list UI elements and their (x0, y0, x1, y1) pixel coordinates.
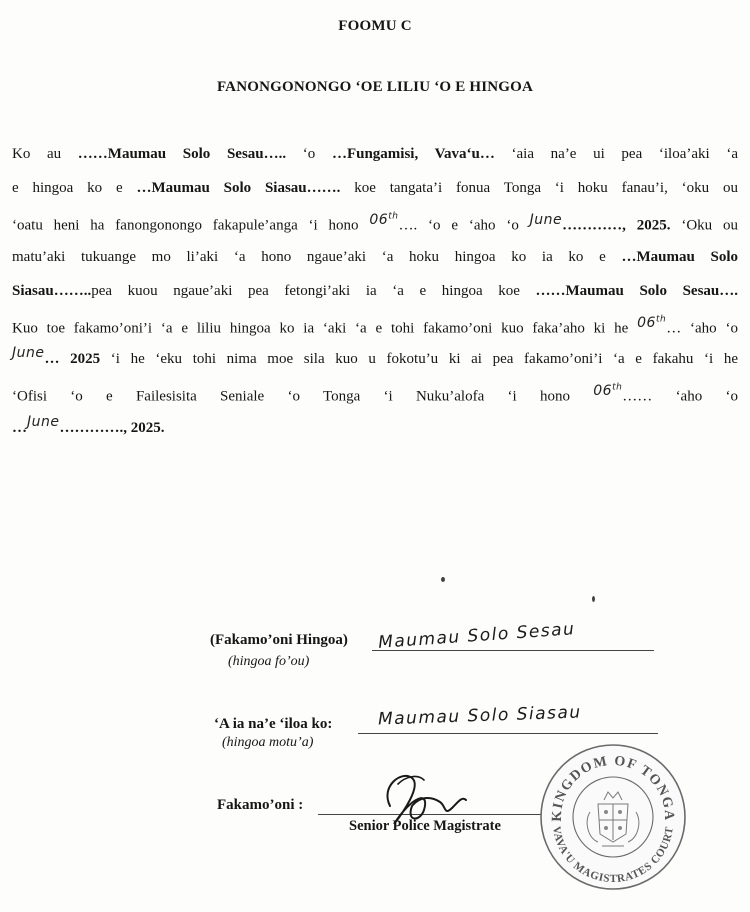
text-run: Kuo toe fakamo’oni’i ‘a e liliu hingoa ko ia ‘aki ‘a e tohi fakamo’oni kuo faka’aho ki he (12, 320, 638, 337)
svg-text:VAVA'U MAGISTRATES COURT: VAVA'U MAGISTRATES COURT (550, 825, 676, 886)
form-heading: FANONGONONGO ‘OE LILIU ‘O E HINGOA (216, 79, 534, 95)
text-run: … ‘aho ‘o (666, 320, 738, 337)
old-name-field: …Maumau Solo Siasau……. (136, 180, 355, 197)
handwritten-old-name: Maumau Solo Siasau (377, 702, 583, 730)
ink-speck (592, 596, 595, 602)
paragraph-line-9 (12, 411, 738, 445)
signature-line (358, 733, 658, 734)
text-run: …… ‘aho ‘o (622, 388, 738, 405)
year-field: …………, 2025. (562, 218, 682, 235)
text-run: ‘Oku ou (681, 218, 739, 235)
magistrate-title: Senior Police Magistrate (349, 818, 501, 834)
handwritten-day: 06th (637, 313, 667, 331)
paragraph-line-3 (12, 205, 738, 239)
handwritten-month: June (27, 413, 60, 430)
text-run: ‘i he ‘eku tohi nima moe sila kuo u fokotu’u ki ai pea fakamo’oni’i ‘a e fakahu ‘i he (110, 351, 739, 368)
form-title: FOOMU C (338, 18, 412, 34)
new-name-signature-label: (Fakamo’oni Hingoa) (210, 632, 348, 648)
svg-text:KINGDOM OF TONGA: KINGDOM OF TONGA (549, 753, 677, 822)
old-name-label: ‘A ia na’e ‘iloa ko: (214, 716, 333, 732)
court-seal (538, 742, 688, 892)
new-name-field: ……Maumau Solo Sesau….. (77, 146, 303, 162)
text-run: e hingoa ko e (12, 180, 137, 197)
paragraph-line-8 (12, 376, 738, 410)
new-name-signature-row (210, 632, 348, 649)
new-name-sublabel: (hingoa fo’ou) (228, 654, 310, 669)
text-run: ‘o (302, 146, 332, 162)
handwritten-day: 06th (369, 211, 399, 229)
year-field: … 2025 (44, 351, 111, 368)
paragraph-line-7 (12, 342, 738, 376)
handwritten-month: June (529, 212, 563, 229)
text-run: ‘Ofisi ‘o e Failesisita Seniale ‘o Tonga ‘i Nuku’alofa ‘i hono (12, 388, 594, 405)
declaration-paragraph (12, 137, 738, 445)
handwritten-day: 06th (593, 382, 623, 399)
text-run: ‘oatu heni ha fanongonongo fakapule’anga ‘i hono (12, 218, 370, 235)
handwritten-month: June (12, 345, 45, 362)
new-name-field: ……Maumau Solo Sesau…. (535, 282, 738, 299)
paragraph-line-1 (12, 137, 738, 171)
text-run: …. ‘o e ‘aho ‘o (398, 218, 530, 235)
old-name-sublabel: (hingoa motu’a) (222, 735, 314, 750)
paragraph-line-6 (12, 308, 738, 342)
year-field: …………., 2025. (59, 419, 165, 436)
place-field: …Fungamisi, Vava‘u… (331, 146, 512, 162)
text-run: … (12, 419, 27, 436)
text-run: Ko au (12, 146, 78, 162)
text-run: matu’aki tukuange mo li’aki ‘a hono ngaue’aki ‘a hoku hingoa ko ia ko e (12, 248, 622, 265)
text-run: ‘aia na’e ui pea ‘iloa’aki ‘a (511, 146, 739, 162)
paragraph-line-2 (12, 171, 738, 205)
text-run: koe tangata’i fonua Tonga ‘i hoku fanau’i, ‘oku ou (354, 180, 738, 197)
old-name-row (214, 716, 332, 733)
witness-label: Fakamo’oni : (217, 797, 304, 813)
old-name-field: Siasau…….. (12, 282, 92, 299)
paragraph-line-4 (12, 240, 738, 274)
paragraph-line-5 (12, 274, 738, 308)
handwritten-new-name-signature: Maumau Solo Sesau (377, 619, 577, 653)
old-name-field: …Maumau Solo (621, 248, 738, 265)
witness-row (217, 797, 303, 814)
ink-speck (441, 577, 445, 582)
text-run: pea kuou ngaue’aki pea fetongi’aki ia ‘a e hingoa koe (91, 282, 536, 299)
